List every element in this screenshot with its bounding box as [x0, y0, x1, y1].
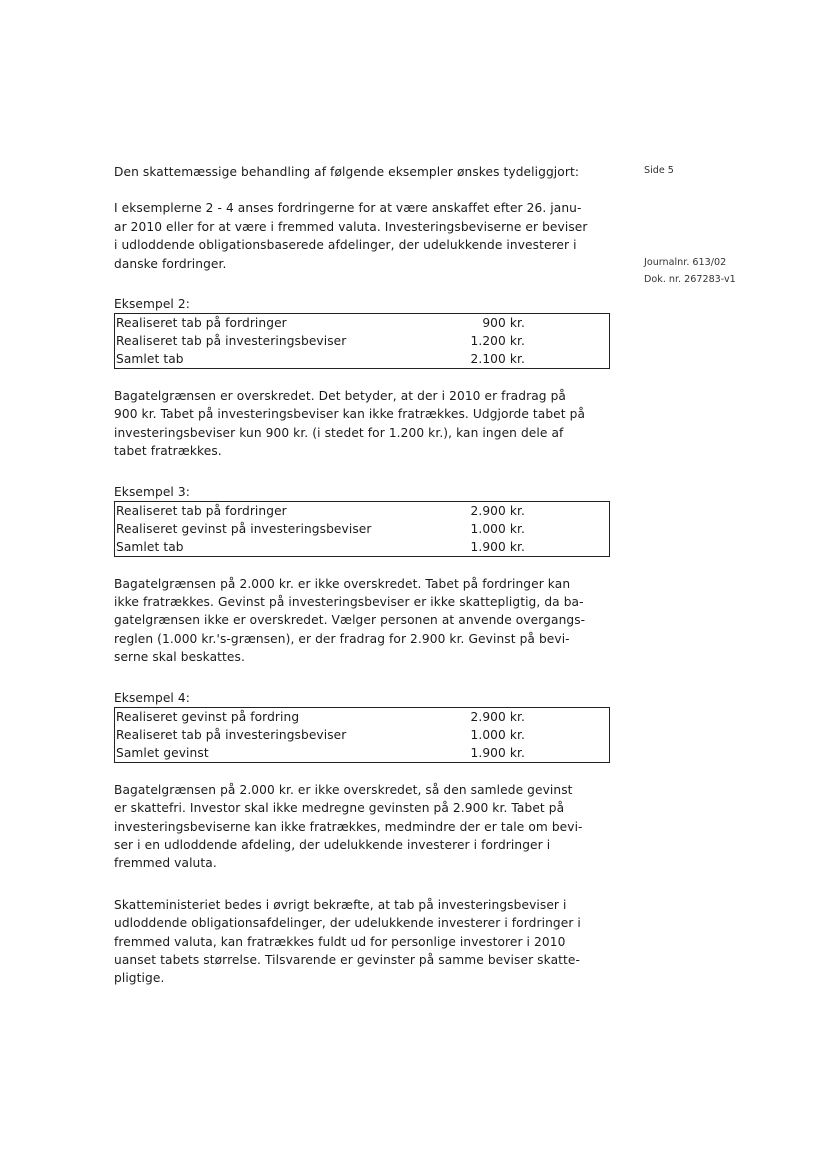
- row-amount: 1.200 kr.: [446, 332, 610, 350]
- table-row: [115, 538, 610, 557]
- row-amount: 900 kr.: [446, 314, 610, 333]
- row-label: Samlet tab: [115, 350, 447, 369]
- text-line: i udloddende obligationsbaserede afdelinger, der udelukkende investerer i: [114, 238, 577, 253]
- table-row: [115, 350, 610, 369]
- example-title: Eksempel 2:: [114, 297, 190, 312]
- text-line: reglen (1.000 kr.'s-grænsen), er der fradrag for 2.900 kr. Gevinst på bevi-: [114, 631, 570, 646]
- row-amount: 1.900 kr.: [446, 744, 610, 763]
- row-label: Samlet tab: [115, 538, 447, 557]
- example-4: [114, 690, 612, 873]
- row-label: Realiseret tab på fordringer: [115, 314, 447, 333]
- closing-paragraph: [114, 896, 612, 988]
- row-amount: 1.000 kr.: [446, 520, 610, 538]
- table-row: [115, 501, 610, 520]
- table-row: [115, 726, 610, 744]
- row-amount: 1.000 kr.: [446, 726, 610, 744]
- text-line: pligtige.: [114, 971, 165, 986]
- journal-number: Journalnr. 613/02: [644, 257, 727, 268]
- text-line: udloddende obligationsafdelinger, der udelukkende investerer i fordringer i: [114, 916, 581, 931]
- row-label: Realiseret gevinst på fordring: [115, 707, 447, 726]
- text-line: Bagatelgrænsen er overskredet. Det betyder, at der i 2010 er fradrag på: [114, 389, 566, 404]
- text-line: fremmed valuta.: [114, 856, 217, 871]
- example-table: [114, 707, 610, 763]
- text-line: fremmed valuta, kan fratrækkes fuldt ud for personlige investorer i 2010: [114, 934, 566, 949]
- row-label: Realiseret tab på fordringer: [115, 501, 447, 520]
- assumption-paragraph: [114, 199, 612, 273]
- text-line: ikke fratrækkes. Gevinst på investeringsbeviser er ikke skattepligtig, da ba-: [114, 595, 584, 610]
- sidebar: [644, 162, 814, 288]
- example-title: Eksempel 4:: [114, 690, 190, 705]
- row-amount: 1.900 kr.: [446, 538, 610, 557]
- example-explanation: [114, 781, 612, 873]
- text-line: tabet fratrækkes.: [114, 444, 222, 459]
- example-table: [114, 313, 610, 369]
- example-2: [114, 296, 612, 461]
- example-table: [114, 501, 610, 557]
- row-label: Realiseret tab på investeringsbeviser: [115, 332, 447, 350]
- text-line: serne skal beskattes.: [114, 650, 245, 665]
- example-3: [114, 484, 612, 667]
- main-body: [114, 163, 612, 1011]
- row-amount: 2.900 kr.: [446, 501, 610, 520]
- document-number: Dok. nr. 267283-v1: [644, 274, 736, 285]
- text-line: I eksemplerne 2 - 4 anses fordringerne for at være anskaffet efter 26. janu-: [114, 201, 582, 216]
- table-row: [115, 332, 610, 350]
- text-line: danske fordringer.: [114, 256, 227, 271]
- text-line: gatelgrænsen ikke er overskredet. Vælger personen at anvende overgangs-: [114, 613, 586, 628]
- text-line: ar 2010 eller for at være i fremmed valuta. Investeringsbeviserne er beviser: [114, 219, 588, 234]
- example-explanation: [114, 387, 612, 461]
- text-line: Bagatelgrænsen på 2.000 kr. er ikke overskredet. Tabet på fordringer kan: [114, 576, 571, 591]
- row-label: Realiseret gevinst på investeringsbeviser: [115, 520, 447, 538]
- text-line: Skatteministeriet bedes i øvrigt bekræfte, at tab på investeringsbeviser i: [114, 897, 567, 912]
- row-label: Realiseret tab på investeringsbeviser: [115, 726, 447, 744]
- row-amount: 2.100 kr.: [446, 350, 610, 369]
- text-line: 900 kr. Tabet på investeringsbeviser kan ikke fratrækkes. Udgjorde tabet på: [114, 407, 586, 422]
- intro-text: Den skattemæssige behandling af følgende eksempler ønskes tydeliggjort:: [114, 165, 580, 179]
- text-line: ser i en udloddende afdeling, der udelukkende investerer i fordringer i: [114, 837, 551, 852]
- page-number: Side 5: [644, 165, 674, 176]
- text-line: er skattefri. Investor skal ikke medregne gevinsten på 2.900 kr. Tabet på: [114, 801, 565, 816]
- text-line: Bagatelgrænsen på 2.000 kr. er ikke overskredet, så den samlede gevinst: [114, 782, 573, 797]
- example-title: Eksempel 3:: [114, 484, 190, 499]
- text-line: investeringsbeviserne kan ikke fratrækkes, medmindre der er tale om bevi-: [114, 819, 583, 834]
- text-line: uanset tabets størrelse. Tilsvarende er gevinster på samme beviser skatte-: [114, 952, 580, 967]
- example-explanation: [114, 575, 612, 667]
- row-label: Samlet gevinst: [115, 744, 447, 763]
- table-row: [115, 744, 610, 763]
- text-line: investeringsbeviser kun 900 kr. (i stedet for 1.200 kr.), kan ingen dele af: [114, 425, 564, 440]
- table-row: [115, 520, 610, 538]
- table-row: [115, 314, 610, 333]
- table-row: [115, 707, 610, 726]
- row-amount: 2.900 kr.: [446, 707, 610, 726]
